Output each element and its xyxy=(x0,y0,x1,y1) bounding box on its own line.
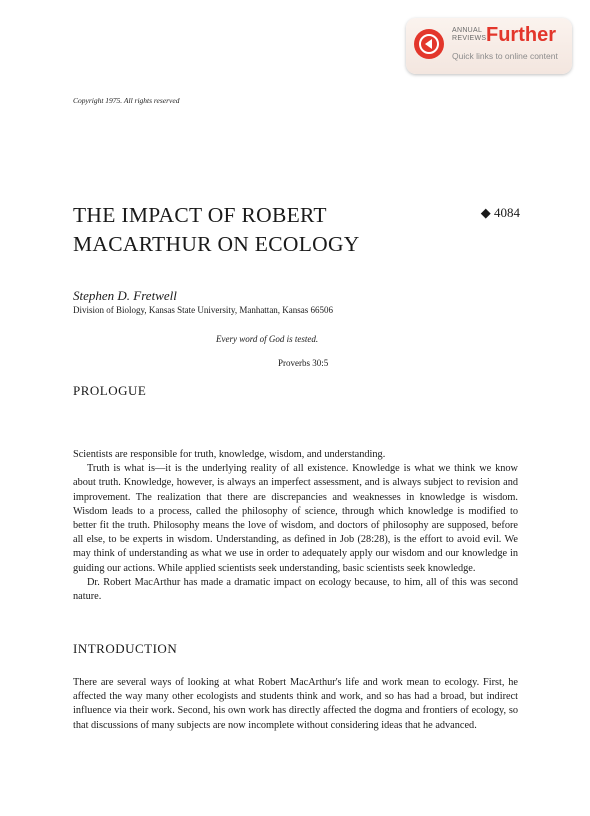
badge-further-text: Further xyxy=(486,24,556,46)
reference-number: ◆ 4084 xyxy=(480,205,520,220)
badge-annual-text: ANNUAL xyxy=(452,27,483,34)
title-line-2: MACARTHUR ON ECOLOGY xyxy=(73,232,360,256)
prologue-paragraph: Truth is what is—it is the underlying reality of all existence. Knowledge is what we think we know about truth. Knowledge, however, is always an imperfect assessment, and is always subject to revision and improvement. The realization that there are discrepancies and weaknesses in knowledge is wisdom. Wisdom leads to a process, called the philosophy of science, through which knowledge is modified to better fit the truth. Philosophy means the love of wisdom, and doctors of philosophy are supposed, before all else, to be experts in wisdom. Understanding, as defined in Job (28:28), is the effort to avoid evil. We may think of understanding as what we use in order to adequately apply our wisdom and our knowledge in guiding our actions. While applied scientists seek understanding, basic scientists seek knowledge. xyxy=(73,463,518,574)
author-affiliation: Division of Biology, Kansas State University, Manhattan, Kansas 66506 xyxy=(73,305,334,315)
prologue-paragraph: Dr. Robert MacArthur has made a dramatic impact on ecology because, to him, all of this was second nature. xyxy=(73,576,518,603)
article-title xyxy=(73,201,473,259)
copyright-notice: Copyright 1975. All rights reserved xyxy=(73,96,180,105)
epigraph-quote: Every word of God is tested. xyxy=(216,334,319,344)
prologue-heading: PROLOGUE xyxy=(73,383,147,398)
author-name: Stephen D. Fretwell xyxy=(73,288,177,303)
badge-tagline: Quick links to online content xyxy=(452,51,558,61)
prologue-paragraph: Scientists are responsible for truth, knowledge, wisdom, and understanding. xyxy=(73,449,386,460)
introduction-paragraph: There are several ways of looking at what Robert MacArthur's life and work mean to ecology. First, he affected the way many other ecologists and students think and work, and so has had a broad, but indirect influence via their work. Second, his own work has directly affected the dogma and frontiers of ecology, so that discussions of many subjects are now incomplete without considering ideas that he advanced. xyxy=(73,677,518,731)
title-line-1: THE IMPACT OF ROBERT xyxy=(73,203,327,227)
annual-reviews-further-badge[interactable] xyxy=(406,18,572,74)
introduction-heading: INTRODUCTION xyxy=(73,641,178,656)
introduction-body xyxy=(73,676,518,733)
badge-reviews-text: REVIEWS xyxy=(452,35,487,42)
epigraph-source: Proverbs 30:5 xyxy=(278,358,329,368)
play-back-icon xyxy=(414,29,444,59)
prologue-body xyxy=(73,448,518,604)
